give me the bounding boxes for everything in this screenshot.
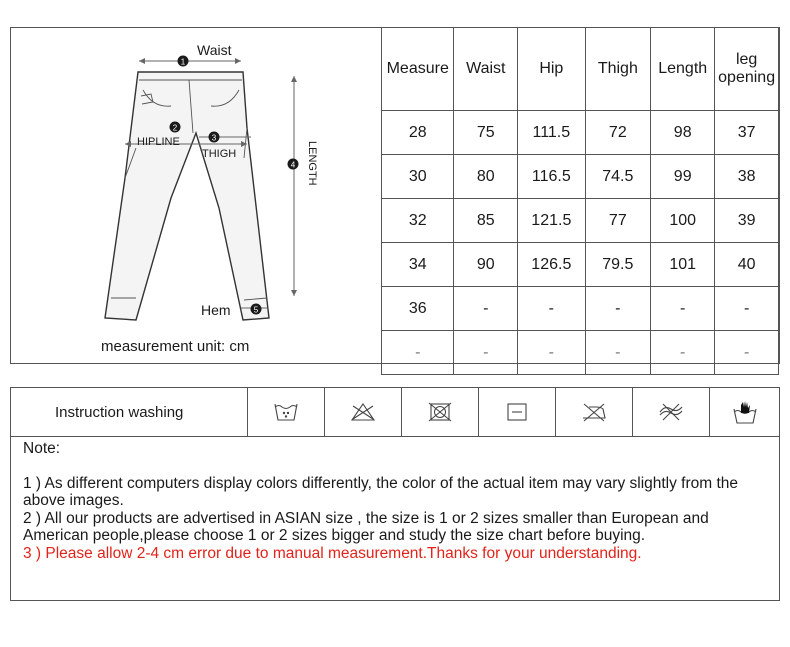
- table-row: [382, 331, 779, 375]
- header-waist: Waist: [454, 28, 518, 111]
- do-not-dry-clean-icon: [657, 401, 685, 423]
- wash-cell: [479, 388, 556, 436]
- machine-wash-30-icon: [273, 401, 299, 423]
- do-not-iron-icon: [580, 401, 608, 423]
- table-cell: -: [382, 331, 454, 375]
- table-row: [382, 243, 779, 287]
- table-cell: 74.5: [585, 155, 651, 199]
- table-cell: 72: [585, 111, 651, 155]
- do-not-bleach-icon: [350, 401, 376, 423]
- header-thigh: Thigh: [585, 28, 651, 111]
- pants-diagram: [11, 28, 381, 363]
- table-cell: 37: [715, 111, 779, 155]
- table-cell: 75: [454, 111, 518, 155]
- table-row: [382, 155, 779, 199]
- table-cell: 80: [454, 155, 518, 199]
- table-cell: 100: [651, 199, 715, 243]
- waist-label: Waist: [197, 42, 232, 58]
- length-label: LENGTH: [306, 141, 318, 186]
- note-1: 1 ) As different computers display colors differently, the color of the actual item may vary slightly from the above images.: [23, 474, 739, 509]
- table-cell: 111.5: [518, 111, 585, 155]
- table-cell: 38: [715, 155, 779, 199]
- table-cell: -: [454, 287, 518, 331]
- table-cell: 28: [382, 111, 454, 155]
- table-cell: 90: [454, 243, 518, 287]
- table-cell: 32: [382, 199, 454, 243]
- measurement-unit-label: measurement unit: cm: [101, 338, 250, 355]
- table-row: [382, 287, 779, 331]
- table-cell: -: [518, 287, 585, 331]
- header-leg-opening: leg opening: [715, 28, 779, 111]
- pants-outline: [105, 72, 269, 320]
- pants-illustration: [11, 28, 381, 328]
- table-cell: 99: [651, 155, 715, 199]
- size-chart: [10, 27, 780, 364]
- care-and-notes-box: [10, 387, 780, 601]
- table-row: [382, 199, 779, 243]
- table-cell: 79.5: [585, 243, 651, 287]
- note-2: 2 ) All our products are advertised in ASIAN size , the size is 1 or 2 sizes smaller than European and American people,please choose 1 or 2 sizes bigger and study the size chart before buying.: [23, 509, 709, 544]
- notes-title: Note:: [23, 440, 61, 457]
- table-cell: -: [585, 331, 651, 375]
- header-length: Length: [651, 28, 715, 111]
- table-cell: 39: [715, 199, 779, 243]
- table-cell: 40: [715, 243, 779, 287]
- table-cell: 77: [585, 199, 651, 243]
- marker-1: 1: [180, 57, 186, 67]
- thigh-label: THIGH: [202, 148, 237, 160]
- table-cell: 98: [651, 111, 715, 155]
- washing-label: Instruction washing: [11, 388, 248, 436]
- table-cell: -: [454, 331, 518, 375]
- table-cell: -: [585, 287, 651, 331]
- table-cell: 126.5: [518, 243, 585, 287]
- table-cell: -: [651, 287, 715, 331]
- marker-2: 2: [172, 123, 178, 133]
- table-cell: -: [651, 331, 715, 375]
- washing-instructions-row: [11, 388, 779, 437]
- table-row: [382, 111, 779, 155]
- hipline-label: HIPLINE: [137, 136, 180, 148]
- do-not-tumble-dry-icon: [427, 401, 453, 423]
- wash-cell: [710, 388, 779, 436]
- table-cell: -: [715, 331, 779, 375]
- wash-cell: [556, 388, 633, 436]
- table-cell: 116.5: [518, 155, 585, 199]
- table-cell: 30: [382, 155, 454, 199]
- dry-flat-icon: [504, 401, 530, 423]
- hand-wash-icon: [732, 399, 758, 425]
- wash-cell: [248, 388, 325, 436]
- table-cell: 36: [382, 287, 454, 331]
- table-cell: 101: [651, 243, 715, 287]
- size-table: [381, 27, 779, 375]
- table-header-row: [382, 28, 779, 111]
- note-3: 3 ) Please allow 2-4 cm error due to manual measurement.Thanks for your understanding.: [23, 544, 642, 562]
- wash-cell: [633, 388, 710, 436]
- marker-5: 5: [253, 305, 259, 315]
- marker-3: 3: [211, 133, 217, 143]
- wash-cell: [402, 388, 479, 436]
- table-cell: 34: [382, 243, 454, 287]
- table-cell: -: [715, 287, 779, 331]
- hem-label: Hem: [201, 302, 231, 318]
- marker-4: 4: [290, 160, 296, 170]
- wash-cell: [325, 388, 402, 436]
- table-cell: 121.5: [518, 199, 585, 243]
- table-cell: 85: [454, 199, 518, 243]
- notes-section: [23, 440, 773, 562]
- table-cell: -: [518, 331, 585, 375]
- header-measure: Measure: [382, 28, 454, 111]
- header-hip: Hip: [518, 28, 585, 111]
